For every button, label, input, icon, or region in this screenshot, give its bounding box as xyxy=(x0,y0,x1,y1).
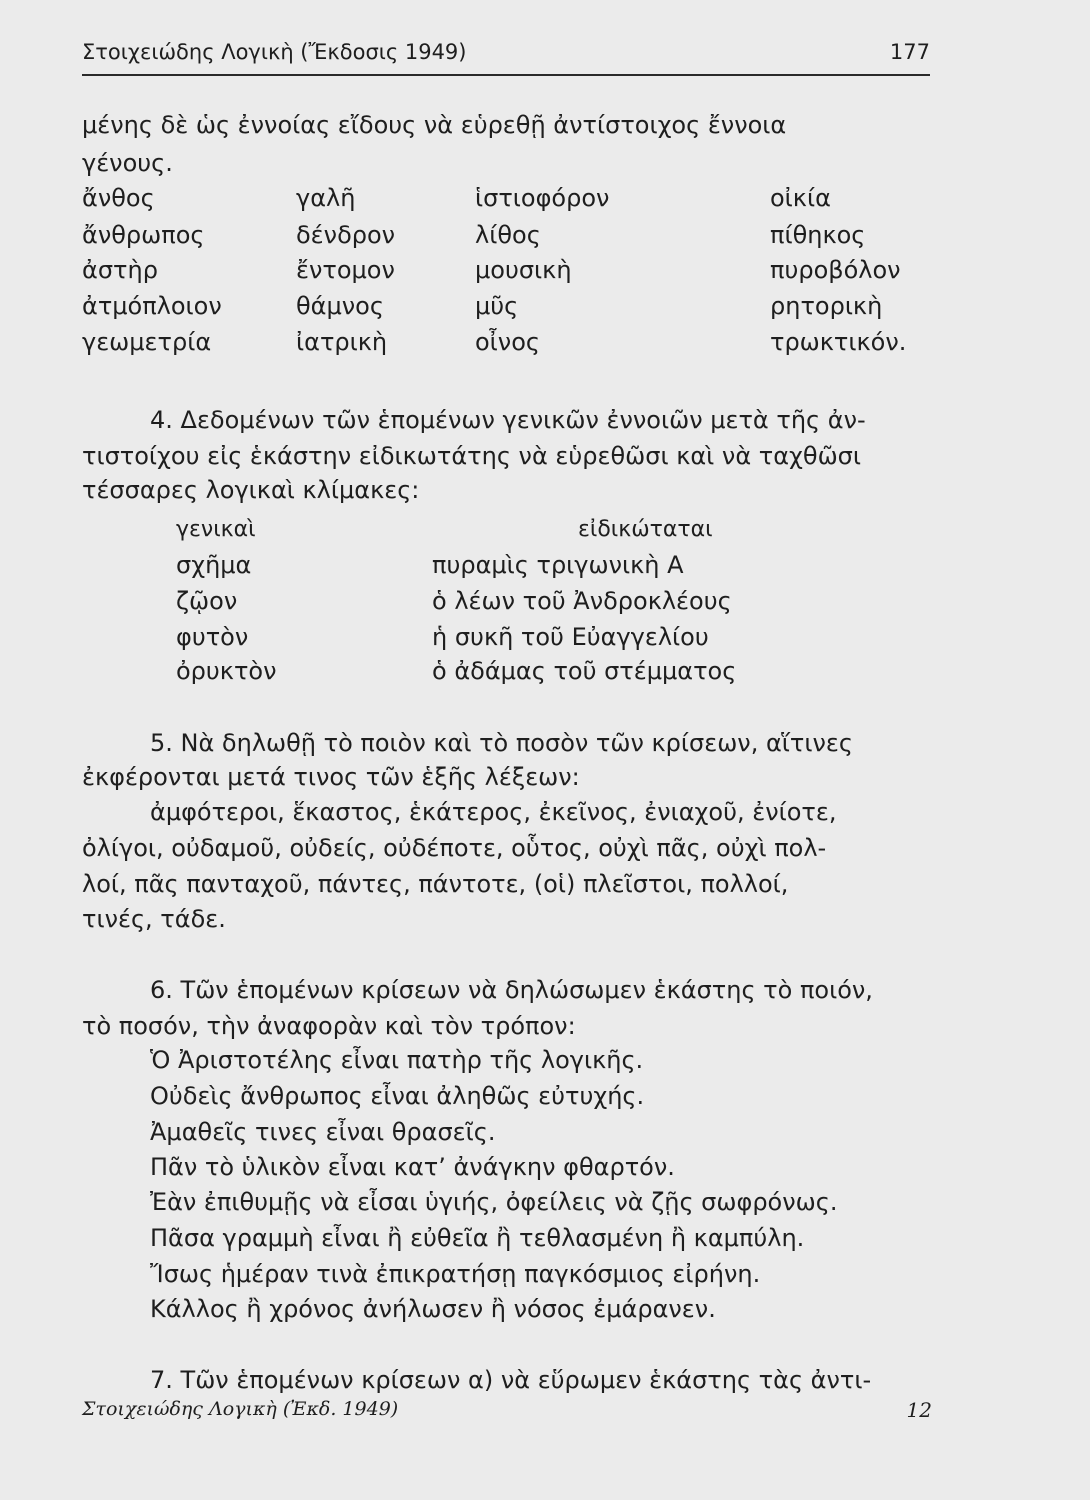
word-cell: ἄνθος xyxy=(82,184,155,212)
exercise-6-sentence: Πᾶν τὸ ὑλικὸν εἶναι κατ’ ἀνάγκην φθαρτόν. xyxy=(150,1153,675,1181)
exercise-6-sentence: Ἀμαθεῖς τινες εἶναι θρασεῖς. xyxy=(150,1118,496,1146)
exercise-4-line: τιστοίχου εἰς ἑκάστην εἰδικωτάτης νὰ εὑρεθῶσι καὶ νὰ ταχθῶσι xyxy=(82,442,862,470)
specific-column-header: εἰδικώταται xyxy=(578,517,713,542)
exercise-6-sentence: Ἐὰν ἐπιθυμῇς νὰ εἶσαι ὑγιής, ὀφείλεις νὰ ζῇς σωφρόνως. xyxy=(150,1188,838,1216)
exercise-6-line: τὸ ποσόν, τὴν ἀναφορὰν καὶ τὸν τρόπον: xyxy=(82,1012,576,1040)
footer-sheet-number: 12 xyxy=(906,1398,932,1422)
footer-title: Στοιχειώδης Λογικὴ (Ἐκδ. 1949) xyxy=(82,1398,399,1420)
exercise-6-sentence: Ὁ Ἀριστοτέλης εἶναι πατὴρ τῆς λογικῆς. xyxy=(150,1046,644,1074)
word-cell: θάμνος xyxy=(296,292,384,320)
word-cell: γαλῆ xyxy=(296,184,356,212)
exercise-5-line: ἐκφέρονται μετά τινος τῶν ἑξῆς λέξεων: xyxy=(82,763,580,791)
intro-line: μένης δὲ ὡς ἐννοίας εἴδους νὰ εὑρεθῇ ἀντίστοιχος ἔννοια xyxy=(82,111,787,139)
exercise-4-line: τέσσαρες λογικαὶ κλίμακες: xyxy=(82,476,420,504)
word-cell: τρωκτικόν. xyxy=(770,328,907,356)
word-cell: ἀτμόπλοιον xyxy=(82,292,222,320)
general-concept: ζῷον xyxy=(176,587,238,615)
word-cell: ἄνθρωπος xyxy=(82,221,205,249)
exercise-6-sentence: Ἴσως ἡμέραν τινὰ ἐπικρατήσῃ παγκόσμιος εἰρήνη. xyxy=(150,1260,761,1288)
header-title: Στοιχειώδης Λογικὴ (Ἔκδοσις 1949) xyxy=(82,40,467,64)
general-column-header: γενικαὶ xyxy=(176,517,256,542)
running-header xyxy=(82,34,930,76)
general-concept: σχῆμα xyxy=(176,551,252,579)
word-cell: ἀστὴρ xyxy=(82,256,158,284)
general-concept: ὀρυκτὸν xyxy=(176,657,277,685)
exercise-5-words: ὀλίγοι, οὐδαμοῦ, οὐδείς, οὐδέποτε, οὗτος, οὐχὶ πᾶς, οὐχὶ πολ- xyxy=(82,834,827,862)
general-concept: φυτὸν xyxy=(176,623,249,651)
word-cell: πυροβόλον xyxy=(770,256,901,284)
exercise-5-line: 5. Νὰ δηλωθῇ τὸ ποιὸν καὶ τὸ ποσὸν τῶν κρίσεων, αἵτινες xyxy=(150,729,853,757)
word-cell: μουσικὴ xyxy=(475,256,572,284)
page-number: 177 xyxy=(889,40,930,64)
specific-concept: ὁ ἀδάμας τοῦ στέμματος xyxy=(432,657,737,685)
word-cell: ἱστιοφόρον xyxy=(475,184,610,212)
exercise-4-line: 4. Δεδομένων τῶν ἑπομένων γενικῶν ἐννοιῶν μετὰ τῆς ἀν- xyxy=(150,406,866,434)
exercise-5-words: λοί, πᾶς πανταχοῦ, πάντες, πάντοτε, (οἱ) πλεῖστοι, πολλοί, xyxy=(82,870,789,898)
word-cell: γεωμετρία xyxy=(82,328,212,356)
specific-concept: ὁ λέων τοῦ Ἀνδροκλέους xyxy=(432,587,732,615)
exercise-5-words: ἀμφότεροι, ἕκαστος, ἑκάτερος, ἐκεῖνος, ἐνιαχοῦ, ἐνίοτε, xyxy=(150,798,837,826)
word-cell: μῦς xyxy=(475,292,519,320)
word-cell: οἶνος xyxy=(475,328,540,356)
exercise-6-sentence: Οὐδεὶς ἄνθρωπος εἶναι ἀληθῶς εὐτυχής. xyxy=(150,1082,645,1110)
word-cell: δένδρον xyxy=(296,221,396,249)
specific-concept: ἡ συκῆ τοῦ Εὐαγγελίου xyxy=(432,623,709,651)
intro-line: γένους. xyxy=(82,149,173,177)
exercise-5-words: τινές, τάδε. xyxy=(82,905,226,933)
word-cell: ἔντομον xyxy=(296,256,395,284)
exercise-7-line: 7. Τῶν ἑπομένων κρίσεων α) νὰ εὕρωμεν ἑκάστης τὰς ἀντι- xyxy=(150,1366,872,1394)
word-cell: λίθος xyxy=(475,221,541,249)
exercise-6-sentence: Κάλλος ἢ χρόνος ἀνήλωσεν ἢ νόσος ἐμάρανεν. xyxy=(150,1295,716,1323)
word-cell: ἰατρικὴ xyxy=(296,328,388,356)
word-cell: οἰκία xyxy=(770,184,831,212)
word-cell: ρητορικὴ xyxy=(770,292,883,320)
specific-concept: πυραμὶς τριγωνικὴ Α xyxy=(432,551,684,579)
word-cell: πίθηκος xyxy=(770,221,866,249)
exercise-6-line: 6. Τῶν ἑπομένων κρίσεων νὰ δηλώσωμεν ἑκάστης τὸ ποιόν, xyxy=(150,976,873,1004)
exercise-6-sentence: Πᾶσα γραμμὴ εἶναι ἢ εὐθεῖα ἢ τεθλασμένη ἢ καμπύλη. xyxy=(150,1224,805,1252)
